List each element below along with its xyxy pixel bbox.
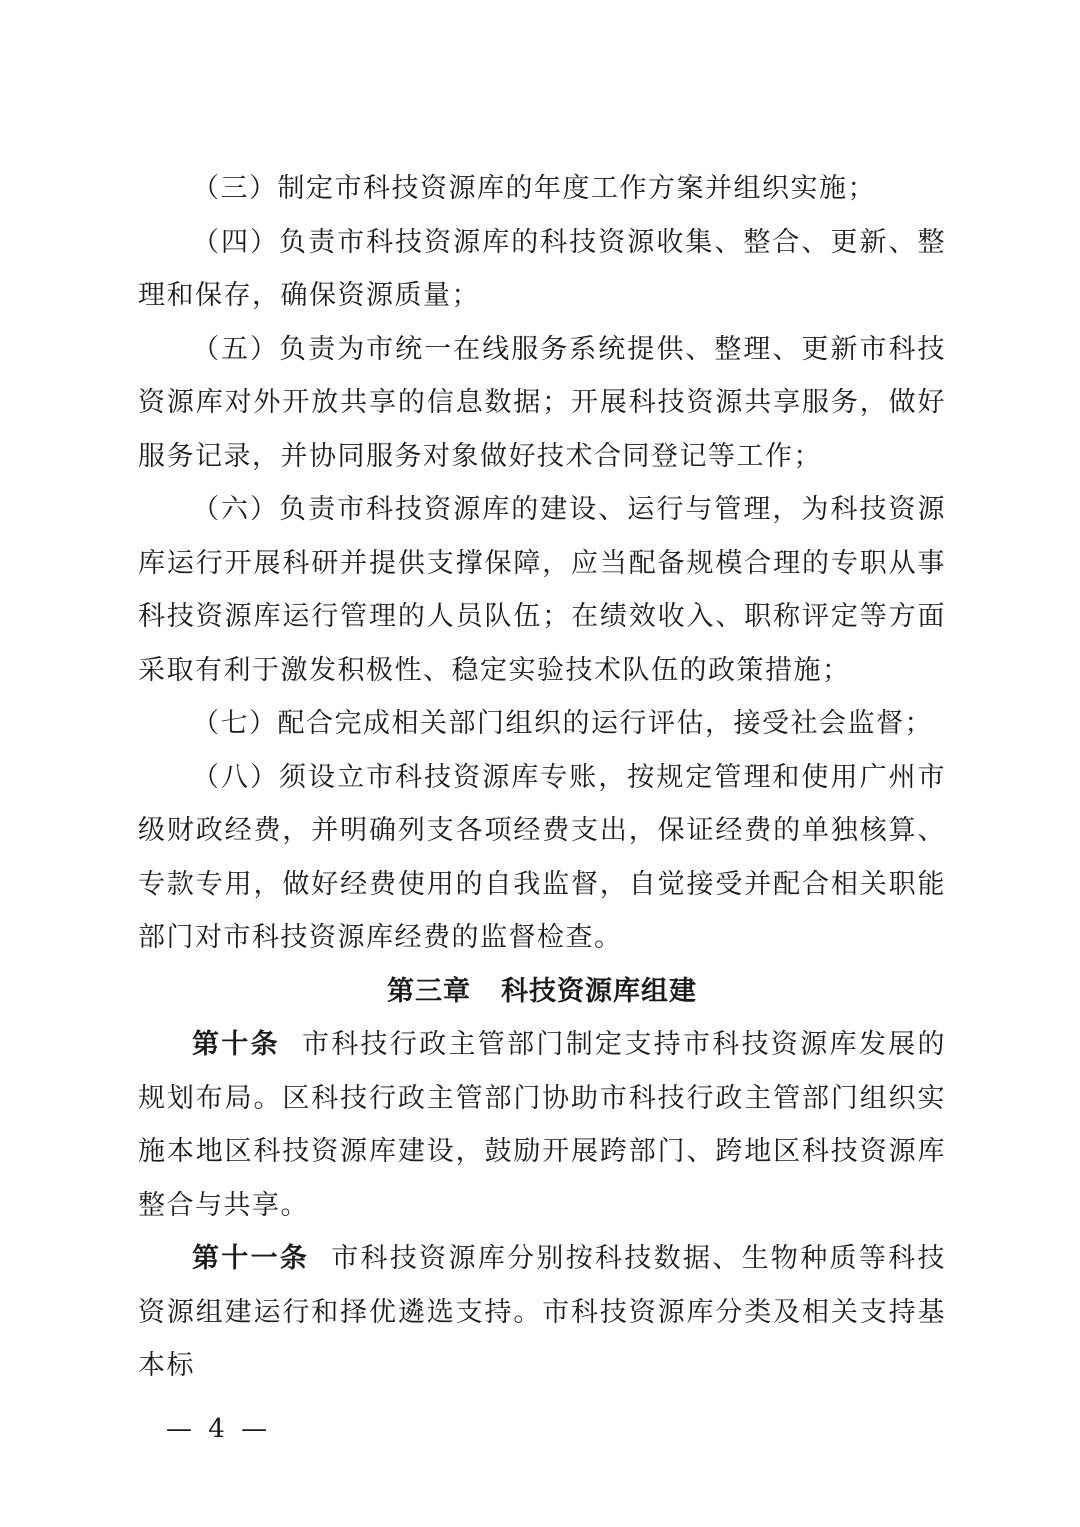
article-label: 第十条 [192,1029,280,1060]
article-11 [138,1232,946,1393]
page-number: — 4 — [166,1414,272,1444]
article-text: 市科技资源库分别按科技数据、生物种质等科技资源组建运行和择优遴选支持。市科技资源库分类及相关支持基本标 [138,1243,946,1381]
document-page [138,162,946,1393]
article-text: 市科技行政主管部门制定支持市科技资源库发展的规划布局。区科技行政主管部门协助市科技行政主管部门组织实施本地区科技资源库建设，鼓励开展跨部门、跨地区科技资源库整合与共享。 [138,1029,946,1221]
paragraph-item-5: （五）负责为市统一在线服务系统提供、整理、更新市科技资源库对外开放共享的信息数据；开展科技资源共享服务，做好服务记录，并协同服务对象做好技术合同登记等工作； [138,333,946,472]
chapter-number: 第三章 [387,975,471,1007]
paragraph-item-8: （八）须设立市科技资源库专账，按规定管理和使用广州市级财政经费，并明确列支各项经费支出，保证经费的单独核算、专款专用，做好经费使用的自我监督，自觉接受并配合相关职能部门对市科技资源库经费的监督检查。 [138,761,946,953]
paragraph-item-4: （四）负责市科技资源库的科技资源收集、整合、更新、整理和保存，确保资源质量； [138,226,946,311]
paragraph-item-6: （六）负责市科技资源库的建设、运行与管理，为科技资源库运行开展科研并提供支撑保障，应当配备规模合理的专职从事科技资源库运行管理的人员队伍；在绩效收入、职称评定等方面采取有利于激发积极性、稳定实验技术队伍的政策措施； [138,494,946,686]
chapter-heading [138,965,946,1019]
paragraph-item-3: （三）制定市科技资源库的年度工作方案并组织实施； [192,173,876,204]
paragraph-item-7: （七）配合完成相关部门组织的运行评估，接受社会监督； [192,708,933,739]
chapter-title: 科技资源库组建 [501,975,697,1007]
article-10 [138,1018,946,1232]
article-label: 第十一条 [192,1243,310,1274]
